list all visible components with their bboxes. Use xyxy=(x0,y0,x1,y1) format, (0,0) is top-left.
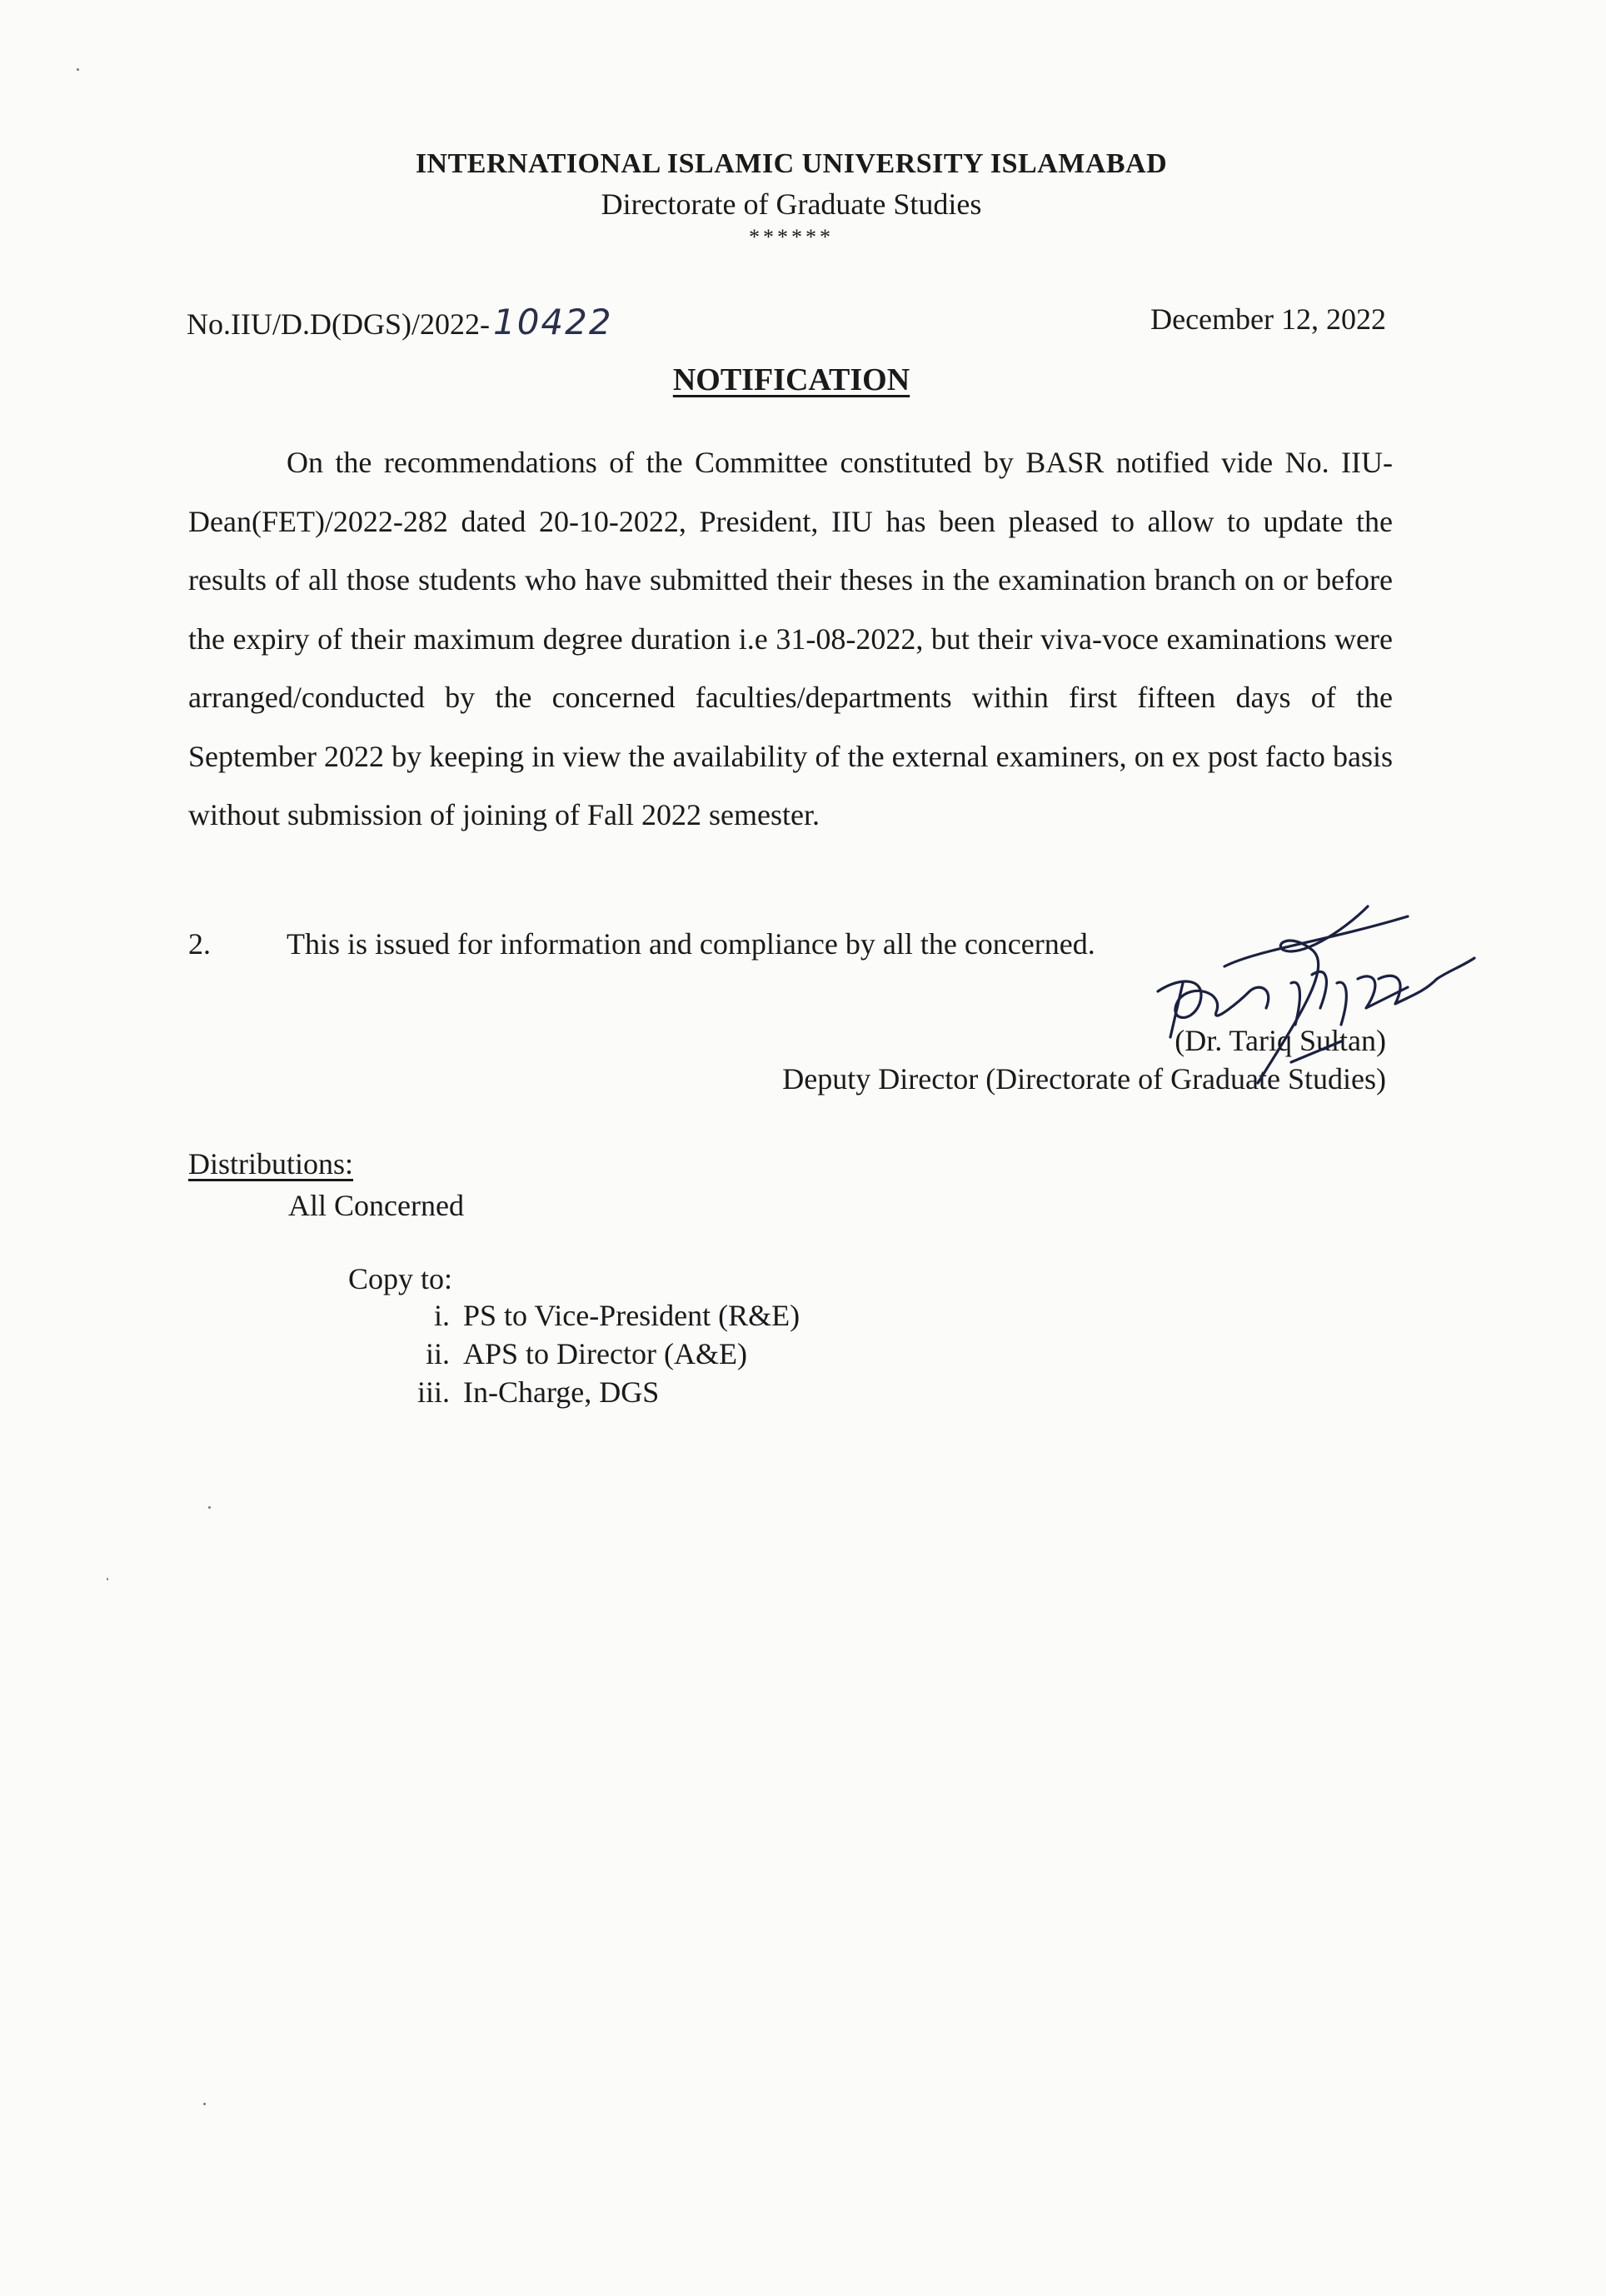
copy-item-text: APS to Director (A&E) xyxy=(463,1337,747,1370)
reference-number xyxy=(187,302,613,342)
copy-item xyxy=(392,1335,800,1373)
body-paragraph-2 xyxy=(188,926,1095,961)
distribution-label: Distributions: xyxy=(188,1147,354,1180)
paper-speck xyxy=(203,2103,206,2105)
copy-to-list xyxy=(392,1296,800,1411)
paragraph-2-text: This is issued for information and compliance by all the concerned. xyxy=(287,927,1095,961)
copy-item-number: iii. xyxy=(416,1375,450,1409)
body-paragraph-1: On the recommendations of the Committee constituted by BASR notified vide No. IIU-Dean(FET)/2022-282 dated 20-10-2022, President, IIU has been pleased to allow to update the results of all those students who have submitted their theses in the examination branch on or before the expiry of their maximum degree duration i.e 31-08-2022, but their viva-voce examinations were arranged/conducted by the concerned faculties/departments within first fifteen days of the September 2022 by keeping in view the availability of the external examiners, on ex post facto basis without submission of joining of Fall 2022 semester. xyxy=(188,446,1393,831)
copy-item xyxy=(392,1373,800,1411)
handwritten-reference-number: 10422 xyxy=(492,302,613,342)
reference-prefix: No.IIU/D.D(DGS)/2022- xyxy=(187,307,490,341)
copy-item-text: In-Charge, DGS xyxy=(463,1375,660,1409)
copy-item-number: i. xyxy=(433,1299,450,1332)
paper-speck xyxy=(208,1506,211,1509)
paragraph-number: 2. xyxy=(188,927,211,961)
signatory-designation: Deputy Director (Directorate of Graduate Studies) xyxy=(782,1062,1386,1096)
header-separator: ****** xyxy=(749,225,834,249)
directorate-name: Directorate of Graduate Studies xyxy=(601,187,982,221)
university-name: INTERNATIONAL ISLAMIC UNIVERSITY ISLAMABAD xyxy=(415,148,1168,179)
document-date: December 12, 2022 xyxy=(1150,302,1386,336)
copy-to-label: Copy to: xyxy=(348,1262,453,1295)
paper-speck xyxy=(77,68,79,71)
distribution-recipient: All Concerned xyxy=(288,1189,464,1222)
handwritten-signature xyxy=(1133,900,1516,1108)
copy-item-number: ii. xyxy=(425,1337,450,1370)
document-title: NOTIFICATION xyxy=(672,362,910,397)
signatory-name: (Dr. Tariq Sultan) xyxy=(1175,1024,1386,1057)
copy-item xyxy=(392,1296,800,1335)
copy-item-text: PS to Vice-President (R&E) xyxy=(463,1299,801,1332)
paper-speck xyxy=(107,1578,108,1580)
